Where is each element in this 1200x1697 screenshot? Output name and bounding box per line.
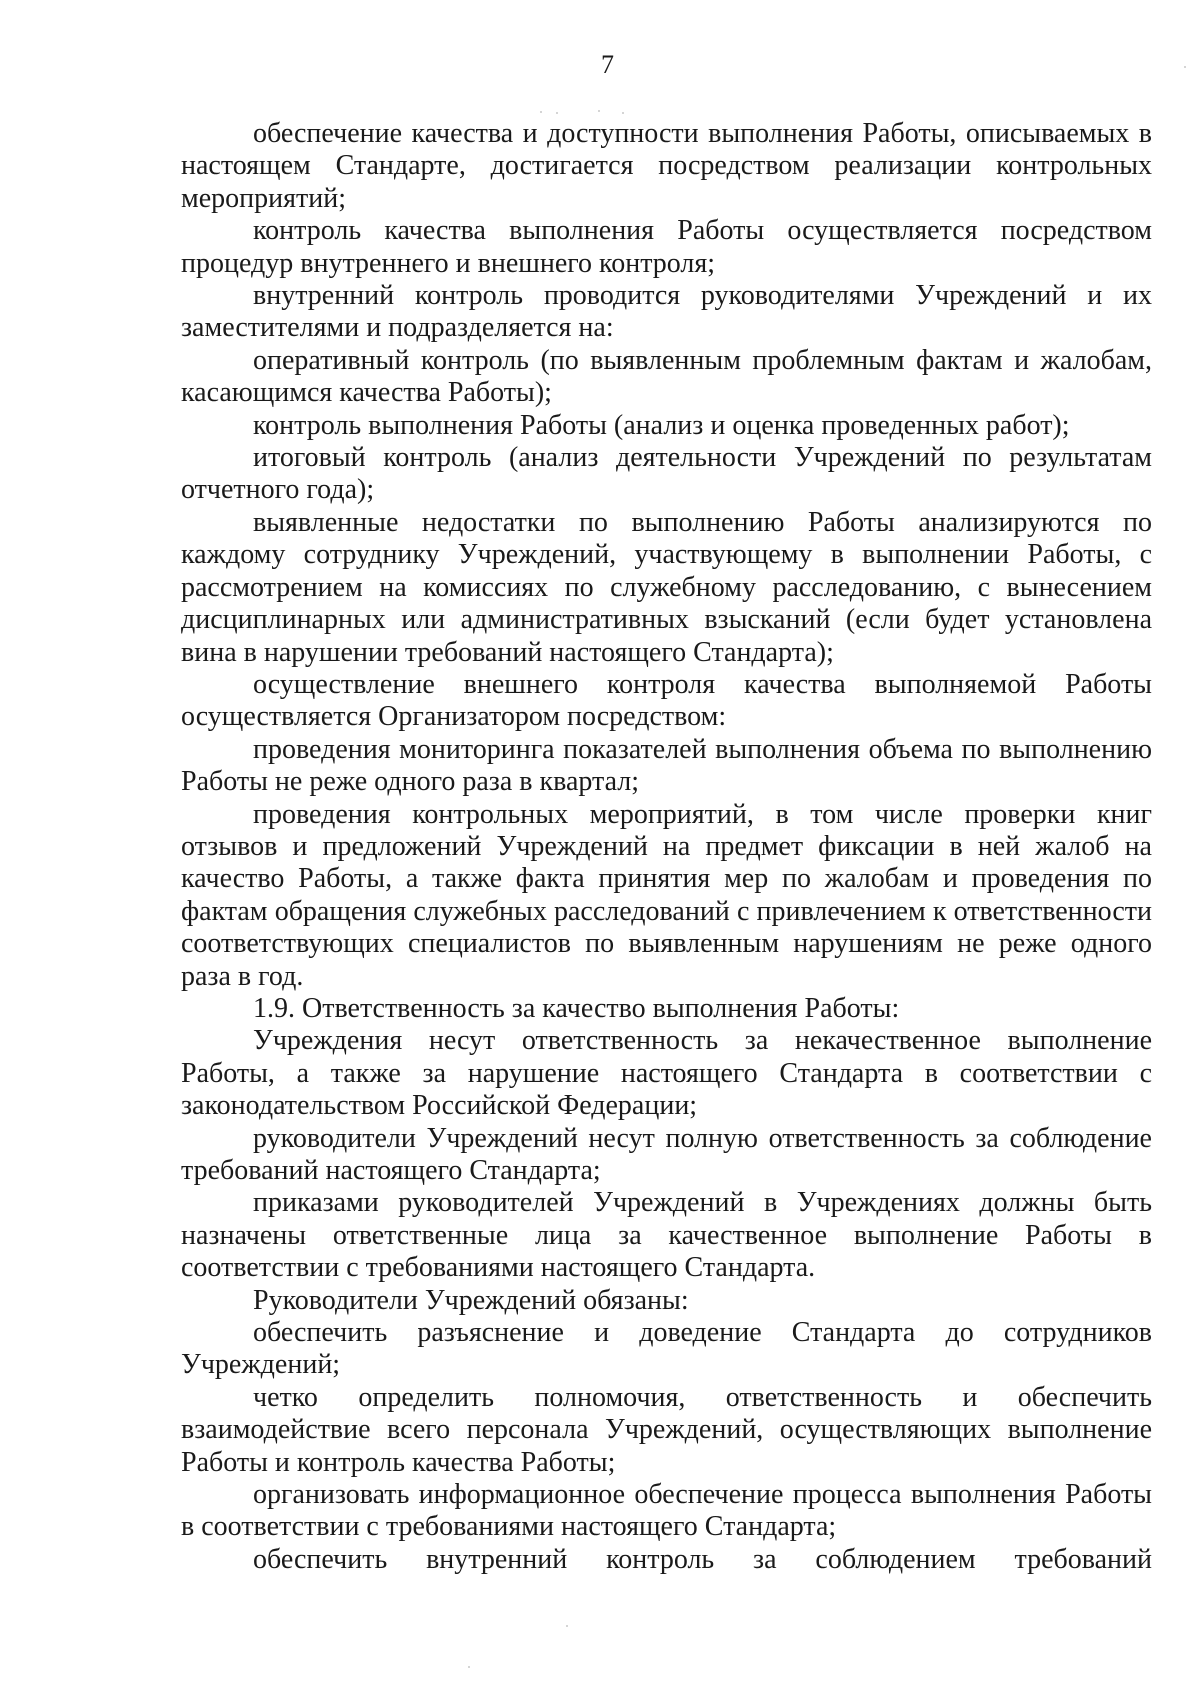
paragraph-operative-control: оперативный контроль (по выявленным проблемным фактам и жалобам, касающимся качества Работы); xyxy=(181,344,1152,409)
paragraph-control-measures: проведения контрольных мероприятий, в том числе проверки книг отзывов и предложений Учреждений на предмет фиксации в ней жалоб на качество Работы, а также факта принятия мер по жалобам и проведения по фактам обращения служебных расследований с привлечением к ответственности соответствующих специалистов по выявленным нарушениям не реже одного раза в год. xyxy=(181,798,1152,992)
paragraph-monitoring: проведения мониторинга показателей выполнения объема по выполнению Работы не реже одного раза в квартал; xyxy=(181,733,1152,798)
paragraph-external-control: осуществление внешнего контроля качества выполняемой Работы осуществляется Организатором посредством: xyxy=(181,668,1152,733)
paragraph-explain-standard: обеспечить разъяснение и доведение Стандарта до сотрудников Учреждений; xyxy=(181,1317,1152,1381)
paragraph-internal-control-requirements: обеспечить внутренний контроль за соблюдением требований xyxy=(253,1543,1152,1575)
paragraph-quality-control: контроль качества выполнения Работы осуществляется посредством процедур внутреннего и внешнего контроля; xyxy=(181,215,1152,279)
paragraph-quality-ensurance: обеспечение качества и доступности выполнения Работы, описываемых в настоящем Стандарте, достигается посредством реализации контрольных мероприятий; xyxy=(181,118,1152,214)
paragraph-institutions-responsibility: Учреждения несут ответственность за некачественное выполнение Работы, а также за нарушение настоящего Стандарта в соответствии с законодательством Российской Федерации; xyxy=(181,1025,1152,1122)
scan-speck xyxy=(468,1666,470,1668)
section-heading-responsibility: 1.9. Ответственность за качество выполнения Работы: xyxy=(253,992,900,1024)
page-number: 7 xyxy=(601,50,614,79)
paragraph-internal-control: внутренний контроль проводится руководителями Учреждений и их заместителями и подразделяется на: xyxy=(181,280,1152,344)
paragraph-information-support: организовать информационное обеспечение процесса выполнения Работы в соответствии с требованиями настоящего Стандарта; xyxy=(181,1479,1152,1543)
paragraph-heads-obliged: Руководители Учреждений обязаны: xyxy=(253,1284,689,1316)
paragraph-identified-deficiencies: выявленные недостатки по выполнению Работы анализируются по каждому сотруднику Учреждений, участвующему в выполнении Работы, с рассмотрением на комиссиях по служебному расследованию, с вынесением дисциплинарных или административных взысканий (если будет установлена вина в нарушении требований настоящего Стандарта); xyxy=(181,506,1152,668)
scan-speck xyxy=(556,112,558,114)
document-body xyxy=(181,118,1152,1576)
scan-speck xyxy=(1184,66,1186,68)
paragraph-execution-control: контроль выполнения Работы (анализ и оценка проведенных работ); xyxy=(253,409,1070,441)
paragraph-final-control: итоговый контроль (анализ деятельности Учреждений по результатам отчетного года); xyxy=(181,442,1152,506)
scan-speck xyxy=(622,112,624,114)
paragraph-heads-responsibility: руководители Учреждений несут полную ответственность за соблюдение требований настоящего Стандарта; xyxy=(181,1122,1152,1186)
paragraph-define-powers: четко определить полномочия, ответственность и обеспечить взаимодействие всего персонала Учреждений, осуществляющих выполнение Работы и контроль качества Работы; xyxy=(181,1381,1152,1478)
scan-speck xyxy=(598,110,600,112)
scan-speck xyxy=(566,1625,568,1627)
paragraph-orders-responsible-persons: приказами руководителей Учреждений в Учреждениях должны быть назначены ответственные лица за качественное выполнение Работы в соответствии с требованиями настоящего Стандарта. xyxy=(181,1187,1152,1284)
scan-speck xyxy=(540,111,542,113)
